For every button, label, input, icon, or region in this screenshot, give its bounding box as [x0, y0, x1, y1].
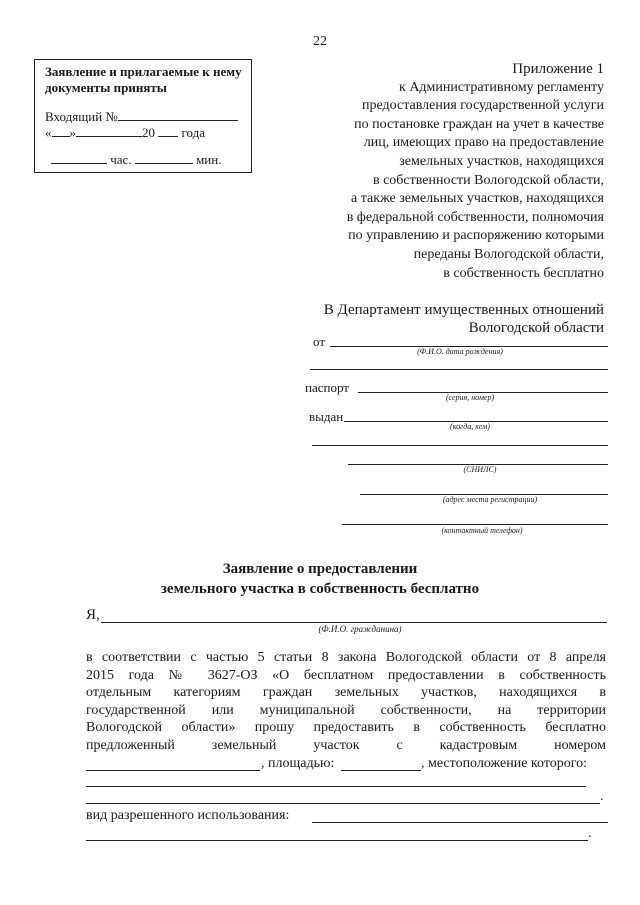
address-caption: (адрес места регистрации)	[442, 495, 538, 504]
issued-label: выдан	[309, 409, 344, 424]
appendix-line: в федеральной собственности, полномочия	[346, 209, 604, 225]
title-line-2: земельного участка в собственность бесплатно	[160, 581, 480, 597]
application-body	[86, 649, 606, 755]
registration-stamp-box	[34, 59, 252, 173]
date-year-prefix: 20	[142, 125, 155, 140]
document-title	[0, 559, 640, 599]
area-field[interactable]	[341, 770, 421, 771]
usage-label: вид разрешенного использования:	[86, 808, 290, 823]
date-year-field[interactable]	[158, 124, 178, 137]
body-line: в соответствии с частью 5 статьи 8 закона Вологодской области от 8 апреля	[86, 650, 606, 665]
body-line: предложенный земельный участок с кадастровым номером	[86, 737, 606, 753]
addressee-line-2: Вологодской области	[468, 320, 604, 336]
passport-caption: (серия, номер)	[445, 393, 495, 402]
date-open-quote: «	[45, 125, 52, 140]
appendix-line: в собственность бесплатно	[443, 265, 604, 281]
usage-field[interactable]	[312, 822, 608, 823]
date-day-field[interactable]	[52, 124, 70, 137]
applicant-name-field[interactable]	[101, 622, 607, 623]
issued-caption: (когда, кем)	[450, 422, 490, 431]
stamp-date-row	[45, 124, 205, 141]
hours-label: час.	[110, 152, 132, 167]
date-close-quote: »	[69, 125, 76, 140]
body-line: государственной или муниципальной собственности, на территории	[86, 702, 606, 718]
appendix-line: предоставления государственной услуги	[362, 98, 604, 114]
incoming-number-field[interactable]	[118, 108, 238, 121]
date-month-field[interactable]	[76, 124, 142, 137]
appendix-line: в собственности Вологодской области,	[372, 172, 604, 188]
from-caption: (Ф.И.О. дата рождения)	[417, 347, 503, 356]
appendix-line: земельных участков, находящихся	[399, 153, 604, 169]
phone-caption: (контактный телефон)	[441, 526, 523, 535]
phone-field[interactable]	[342, 524, 608, 525]
minutes-label: мин.	[196, 152, 222, 167]
cadastral-number-field[interactable]	[86, 770, 260, 771]
stamp-title: Заявление и прилагаемые к нему документы приняты	[45, 64, 242, 95]
area-label: , площадью:	[261, 756, 335, 771]
title-line-1: Заявление о предоставлении	[222, 561, 418, 577]
issued-field-continuation[interactable]	[312, 445, 608, 446]
location-period: .	[600, 789, 604, 804]
applicant-label: Я,	[86, 607, 100, 623]
stamp-incoming-label: Входящий №	[45, 109, 118, 124]
applicant-caption: (Ф.И.О. гражданина)	[318, 624, 402, 634]
stamp-time-row	[51, 151, 221, 168]
appendix-line: по постановке граждан на учет в качестве	[354, 116, 604, 132]
location-field-continuation[interactable]	[86, 803, 600, 804]
appendix-header	[304, 60, 604, 283]
appendix-line: к Административному регламенту	[399, 79, 604, 95]
usage-period: .	[588, 826, 592, 841]
body-line: отдельным категориям граждан земельных участков, находящихся в	[86, 685, 606, 701]
body-line: 2015 года № 3627-ОЗ «О бесплатном предоставлении в собственность	[86, 667, 606, 683]
page-number: 22	[313, 34, 327, 49]
location-label: , местоположение которого:	[421, 756, 588, 771]
appendix-line: лиц, имеющих право на предоставление	[363, 135, 604, 151]
addressee-line-1: В Департамент имущественных отношений	[323, 302, 604, 318]
from-label: от	[313, 334, 326, 349]
addressee-block	[264, 301, 604, 337]
usage-field-continuation[interactable]	[86, 840, 588, 841]
appendix-line: а также земельных участков, находящихся	[351, 191, 604, 207]
appendix-line: по управлению и распоряжению которыми	[348, 228, 604, 244]
appendix-heading: Приложение 1	[512, 61, 604, 77]
minutes-field[interactable]	[135, 151, 193, 164]
snils-caption: (СНИЛС)	[463, 465, 497, 474]
stamp-incoming-row	[45, 108, 238, 125]
hours-field[interactable]	[51, 151, 107, 164]
passport-label: паспорт	[305, 380, 349, 395]
appendix-line: переданы Вологодской области,	[413, 246, 604, 262]
location-field[interactable]	[86, 786, 586, 787]
body-line: Вологодской области» прошу предоставить в собственность бесплатно	[86, 720, 606, 736]
from-field-continuation[interactable]	[310, 369, 608, 370]
date-year-suffix: года	[181, 125, 206, 140]
